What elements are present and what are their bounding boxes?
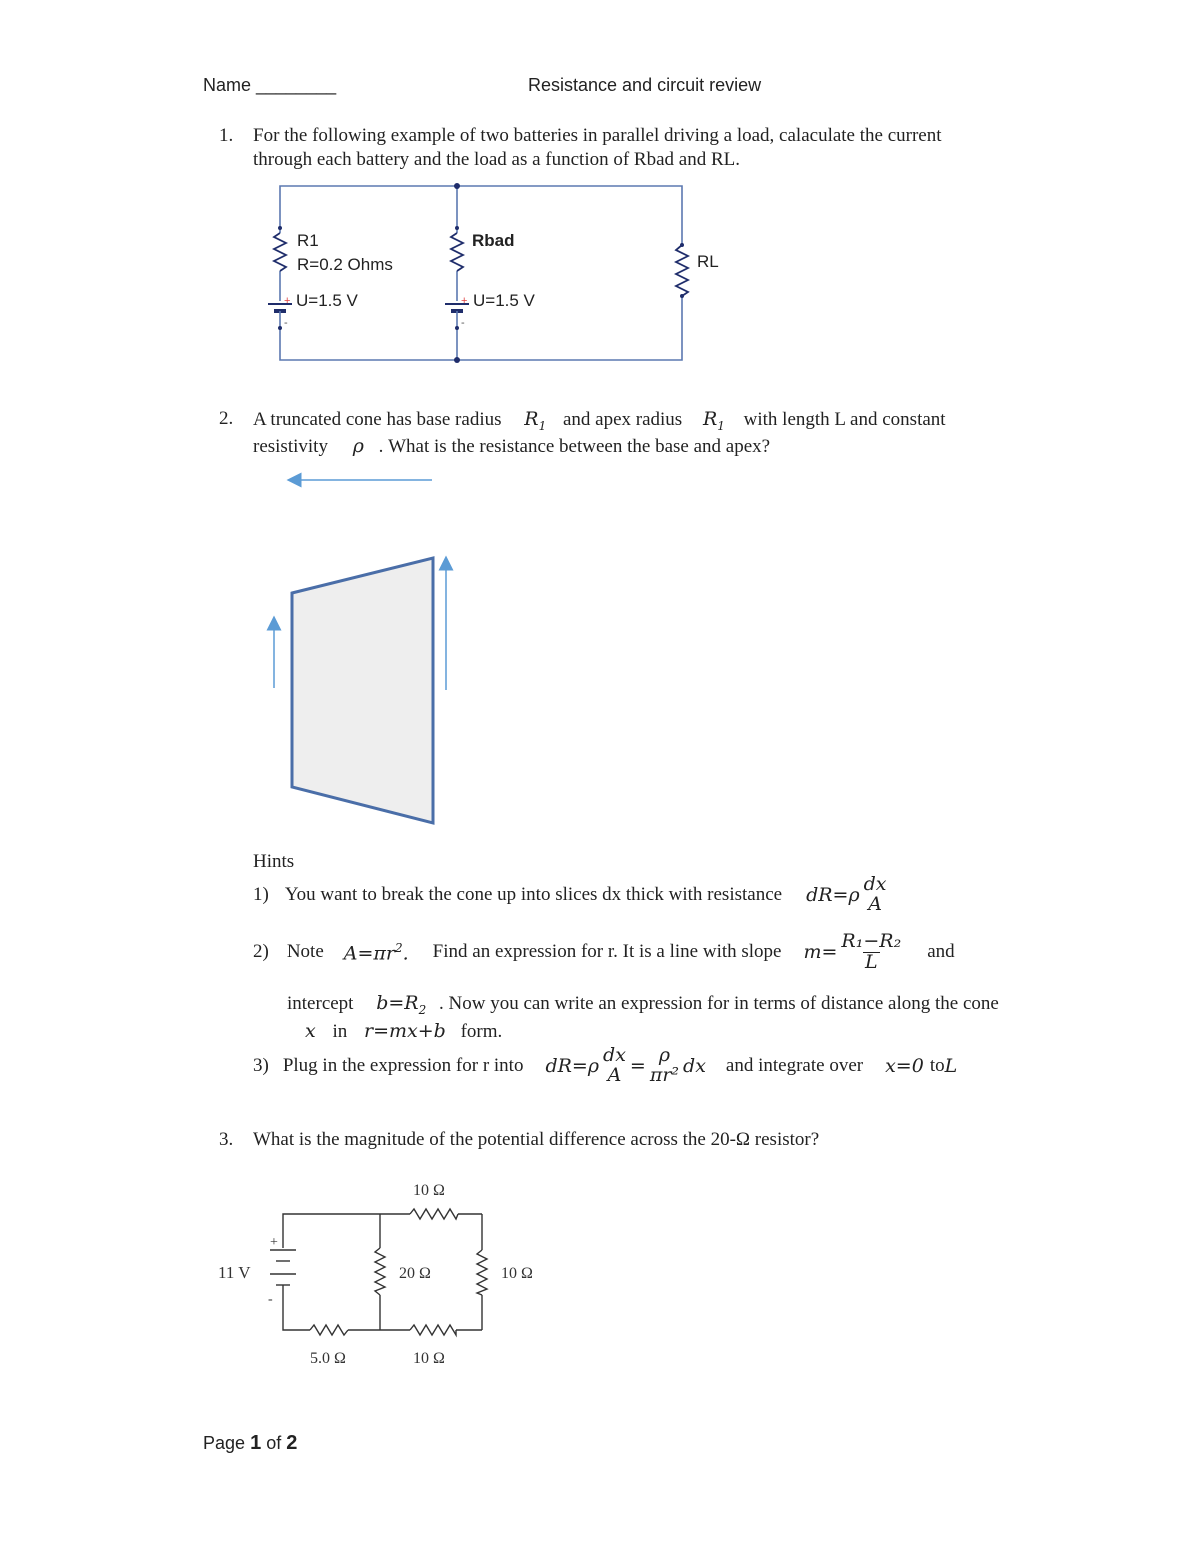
q3-number: 3. <box>219 1129 234 1150</box>
top-resistor-label: 10 Ω <box>413 1182 445 1199</box>
of-word: of <box>266 1433 282 1453</box>
page-footer <box>203 1432 297 1455</box>
intercept-formula: $b=R_2$ <box>376 992 427 1017</box>
right-resistor-label: 10 Ω <box>501 1265 533 1282</box>
slope-lhs: m= <box>803 941 838 964</box>
cone-shape <box>292 558 433 823</box>
hint-2-line2: intercept $b=R_2$ . Now you can write an expression for in terms of distance along the cone <box>287 992 999 1017</box>
q2-line1 <box>253 408 946 433</box>
q2-line1-a: A truncated cone has base radius <box>253 409 502 430</box>
hint-3-equals: = <box>629 1054 646 1077</box>
name-field-label: Name ________ <box>203 75 337 95</box>
hint-1-lhs: dR=ρ <box>806 883 860 906</box>
bottom-right-resistor-label: 10 Ω <box>413 1350 445 1367</box>
q2-line2-b: . What is the resistance between the base and apex? <box>378 436 771 457</box>
hint-1-fraction: dx A <box>863 873 887 915</box>
circuit3-wires <box>283 1214 482 1330</box>
q1-text-line1: For the following example of two batteries in parallel driving a load, calaculate the current <box>253 125 942 146</box>
hint-2 <box>253 932 955 973</box>
u1-label: U=1.5 V <box>296 291 358 310</box>
integration-upper: L <box>944 1054 958 1077</box>
q2-line1-b: and apex radius <box>562 409 683 430</box>
hint-3-fraction-2: ρ πr² <box>649 1044 680 1086</box>
hint-2-line3: x in r=mx+b form. <box>305 1020 503 1042</box>
hint-2-text: Find an expression for r. It is a line with slope <box>432 941 782 963</box>
hint-3-number: 3) <box>253 1054 269 1076</box>
hint-1-number: 1) <box>253 883 269 905</box>
r1-value: R=0.2 Ohms <box>297 255 393 274</box>
q2-line2 <box>253 435 770 458</box>
battery-parallel-circuit <box>250 178 719 368</box>
resistor-right-10 <box>477 1250 487 1295</box>
hint-2-number: 2) <box>253 941 269 963</box>
hint-1-text: You want to break the cone up into slices dx thick with resistance <box>284 883 783 905</box>
hints-title: Hints <box>253 851 295 872</box>
integration-lower: x=0 <box>885 1054 924 1077</box>
resistor-middle-20 <box>375 1248 385 1295</box>
rbad-label: Rbad <box>472 231 515 250</box>
battery-1-minus: - <box>284 317 288 329</box>
hint-3-fraction-1: dx A <box>603 1044 626 1086</box>
hint-2-and: and <box>927 941 955 963</box>
q2-line2-a: resistivity <box>253 436 328 457</box>
bottom-left-resistor-label: 5.0 Ω <box>310 1350 346 1367</box>
truncated-cone-figure <box>260 465 460 835</box>
u2-label: U=1.5 V <box>473 291 535 310</box>
resistor-top-10 <box>410 1209 458 1219</box>
area-formula: $A=\pi r^2$. <box>343 940 409 965</box>
r2-symbol: $R_1$ <box>702 408 725 433</box>
q1-number: 1. <box>219 125 234 146</box>
hint-3-to: to <box>929 1054 945 1076</box>
battery-2-minus: - <box>461 317 465 329</box>
page-total: 2 <box>286 1432 298 1454</box>
page-number: 1 <box>250 1432 262 1454</box>
hint-2-note: Note <box>286 941 324 963</box>
circuit3-battery <box>270 1250 296 1290</box>
battery-1 <box>268 304 292 328</box>
resistor-bottom-left-5 <box>310 1325 348 1335</box>
q3-text: What is the magnitude of the potential difference across the 20-Ω resistor? <box>253 1129 820 1150</box>
hint-3 <box>253 1046 957 1086</box>
battery-plus: + <box>270 1235 278 1250</box>
battery-voltage: 11 V <box>218 1263 251 1282</box>
slope-fraction: $\frac{\text{R₁−R₂}}{L}$ <box>841 930 902 973</box>
resistor-bottom-right-10 <box>410 1325 456 1335</box>
page-title: Resistance and circuit review <box>528 75 762 95</box>
hint-3-text-2: and integrate over <box>725 1054 864 1076</box>
resistor-network-circuit <box>210 1170 570 1380</box>
page-word: Page <box>203 1433 246 1453</box>
battery-2 <box>445 304 469 328</box>
hint-1 <box>253 875 891 915</box>
rl-label: RL <box>697 252 719 271</box>
r1-symbol: $R_1$ <box>524 408 547 433</box>
hint-3-text: Plug in the expression for r into <box>282 1054 524 1076</box>
r1-label: R1 <box>297 231 319 250</box>
battery-2-plus: + <box>461 295 468 307</box>
hint-3-dx: dx <box>683 1054 706 1077</box>
battery-minus: - <box>268 1292 273 1307</box>
rl-resistor <box>676 245 688 296</box>
middle-resistor-label: 20 Ω <box>399 1265 431 1282</box>
q1-text-line2: through each battery and the load as a function of Rbad and RL. <box>253 149 740 170</box>
r1-resistor <box>274 233 286 271</box>
hint-3-lhs: dR=ρ <box>545 1054 600 1077</box>
line-form: r=mx+b <box>364 1020 446 1042</box>
rbad-resistor <box>451 233 463 271</box>
q2-number: 2. <box>219 408 234 429</box>
q2-line1-c: with length L and constant <box>743 409 946 430</box>
rho-symbol: ρ <box>352 435 364 457</box>
battery-1-plus: + <box>284 295 291 307</box>
